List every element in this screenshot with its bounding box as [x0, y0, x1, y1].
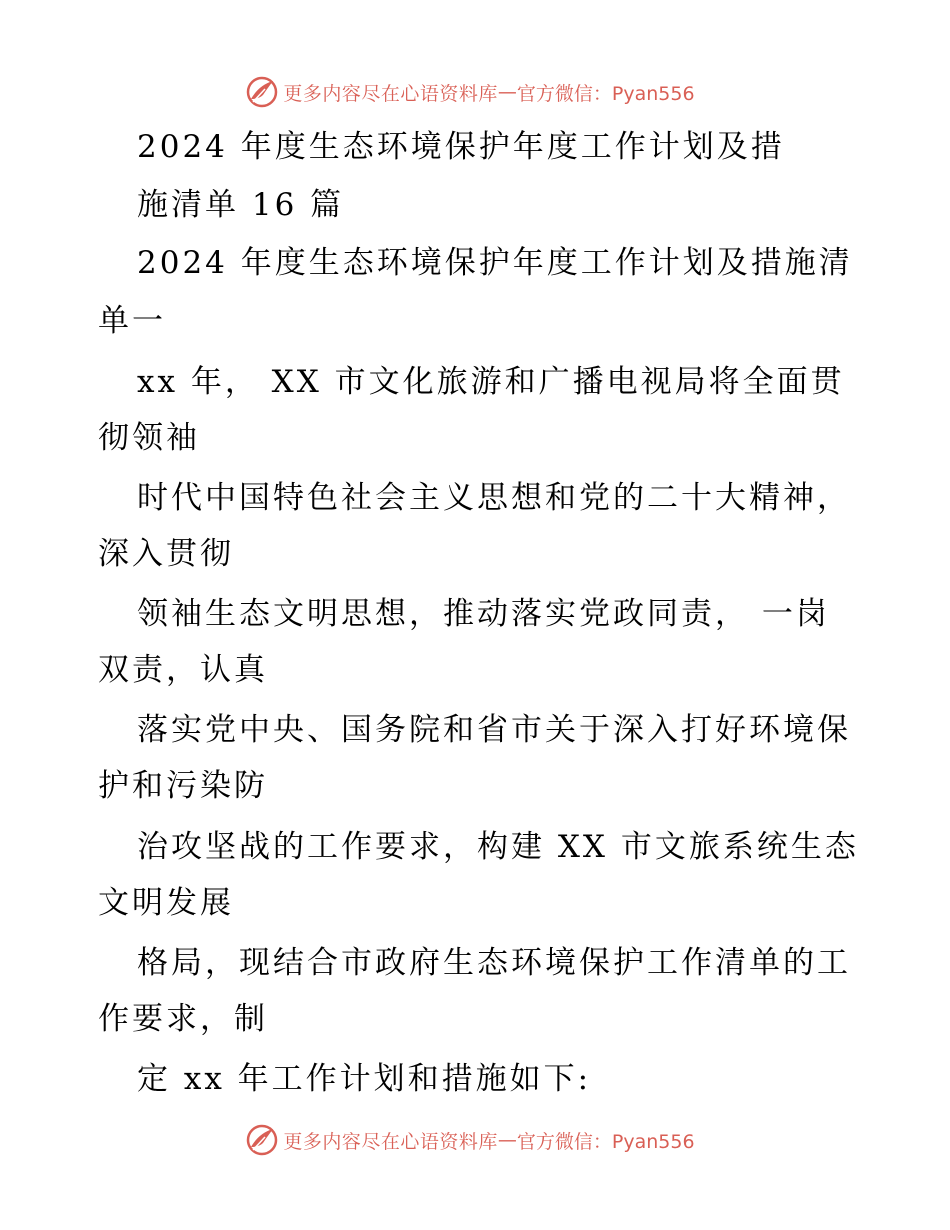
- paragraph-line: 作要求，制: [98, 1001, 268, 1037]
- paragraph-line: 彻领袖: [98, 420, 200, 456]
- banner-separator: —: [497, 1129, 517, 1151]
- paragraph-line: 文明发展: [98, 885, 234, 921]
- banner-separator: —: [497, 81, 517, 103]
- doc-heading-line-2: 单一: [98, 303, 166, 339]
- quill-logo-icon: [245, 1123, 279, 1157]
- banner-wechat: 官方微信：Pyan556: [516, 82, 695, 105]
- paragraph-line: 定 xx 年工作计划和措施如下:: [137, 1061, 592, 1097]
- banner-inner: [245, 1123, 694, 1157]
- paragraph-line: 落实党中央、国务院和省市关于深入打好环境保: [137, 712, 851, 748]
- paragraph-line: 格局，现结合市政府生态环境保护工作清单的工: [137, 945, 851, 981]
- doc-title-line-1: 2024 年度生态环境保护年度工作计划及措: [137, 129, 785, 165]
- banner-text: 更多内容尽在心语资料库: [283, 1130, 498, 1153]
- paragraph-line: xx 年， XX 市文化旅游和广播电视局将全面贯: [137, 364, 845, 400]
- banner-text: 更多内容尽在心语资料库: [283, 82, 498, 105]
- paragraph-line: 领袖生态文明思想，推动落实党政同责， 一岗: [137, 596, 830, 632]
- doc-heading-line-1: 2024 年度生态环境保护年度工作计划及措施清: [137, 245, 853, 281]
- banner-wechat: 官方微信：Pyan556: [516, 1130, 695, 1153]
- paragraph-line: 深入贯彻: [98, 536, 234, 572]
- paragraph-line: 治攻坚战的工作要求，构建 XX 市文旅系统生态: [137, 829, 859, 865]
- doc-title-line-2: 施清单 16 篇: [137, 187, 345, 223]
- paragraph-line: 护和污染防: [98, 768, 268, 804]
- paragraph-line: 双责，认真: [98, 652, 268, 688]
- footer-banner: [0, 1118, 950, 1162]
- paragraph-line: 时代中国特色社会主义思想和党的二十大精神，: [137, 480, 851, 516]
